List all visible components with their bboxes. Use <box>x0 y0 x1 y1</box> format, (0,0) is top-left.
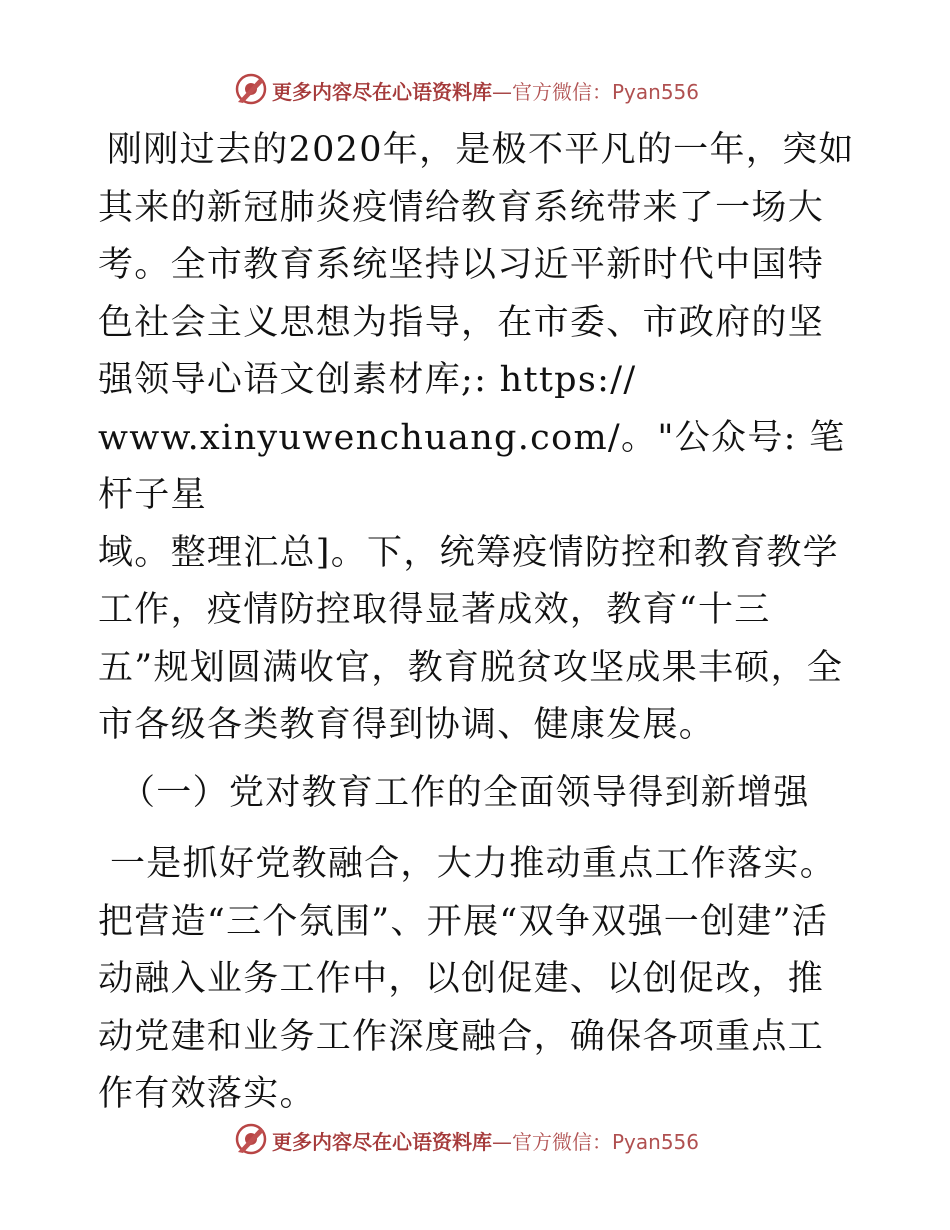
watermark-footer <box>0 1120 950 1160</box>
watermark-dash: — <box>492 80 512 104</box>
paragraph-1 <box>98 122 858 755</box>
quill-seal-icon <box>234 1122 268 1156</box>
watermark-site: 更多内容尽在心语资料库 <box>272 80 492 104</box>
watermark-contact: 官方微信：Pyan556 <box>512 80 700 104</box>
paragraph-1-text: 刚刚过去的2020年，是极不平凡的一年，突如其来的新冠肺炎疫情给教育系统带来了一场大考。全市教育系统坚持以习近平新时代中国特色社会主义思想为指导，在市委、市政府的坚强领导心语文创素材库;: https:// <box>98 130 855 400</box>
watermark-text <box>272 76 699 105</box>
watermark-dash: — <box>492 1130 512 1154</box>
paragraph-1-continued: 域。整理汇总]。下，统筹疫情防控和教育教学工作，疫情防控取得显著成效，教育“十三五”规划圆满收官，教育脱贫攻坚成果丰硕，全市各级各类教育得到协调、健康发展。 <box>98 532 844 745</box>
quill-seal-icon <box>234 72 268 106</box>
watermark-contact: 官方微信：Pyan556 <box>512 1130 700 1154</box>
paragraph-1-url-line: www.xinyuwenchuang.com/。"公众号: 笔杆子星 <box>98 417 846 515</box>
watermark-header <box>0 70 950 110</box>
section-heading: （一）党对教育工作的全面领导得到新增强 <box>120 772 810 813</box>
paragraph-2: 一是抓好党教融合，大力推动重点工作落实。把营造“三个氛围”、开展“双争双强一创建”活动融入业务工作中，以创促建、以创促改，推动党建和业务工作深度融合，确保各项重点工作有效落实。 <box>98 844 837 1114</box>
watermark-site: 更多内容尽在心语资料库 <box>272 1130 492 1154</box>
watermark-text <box>272 1126 699 1155</box>
document-body <box>98 122 858 1124</box>
